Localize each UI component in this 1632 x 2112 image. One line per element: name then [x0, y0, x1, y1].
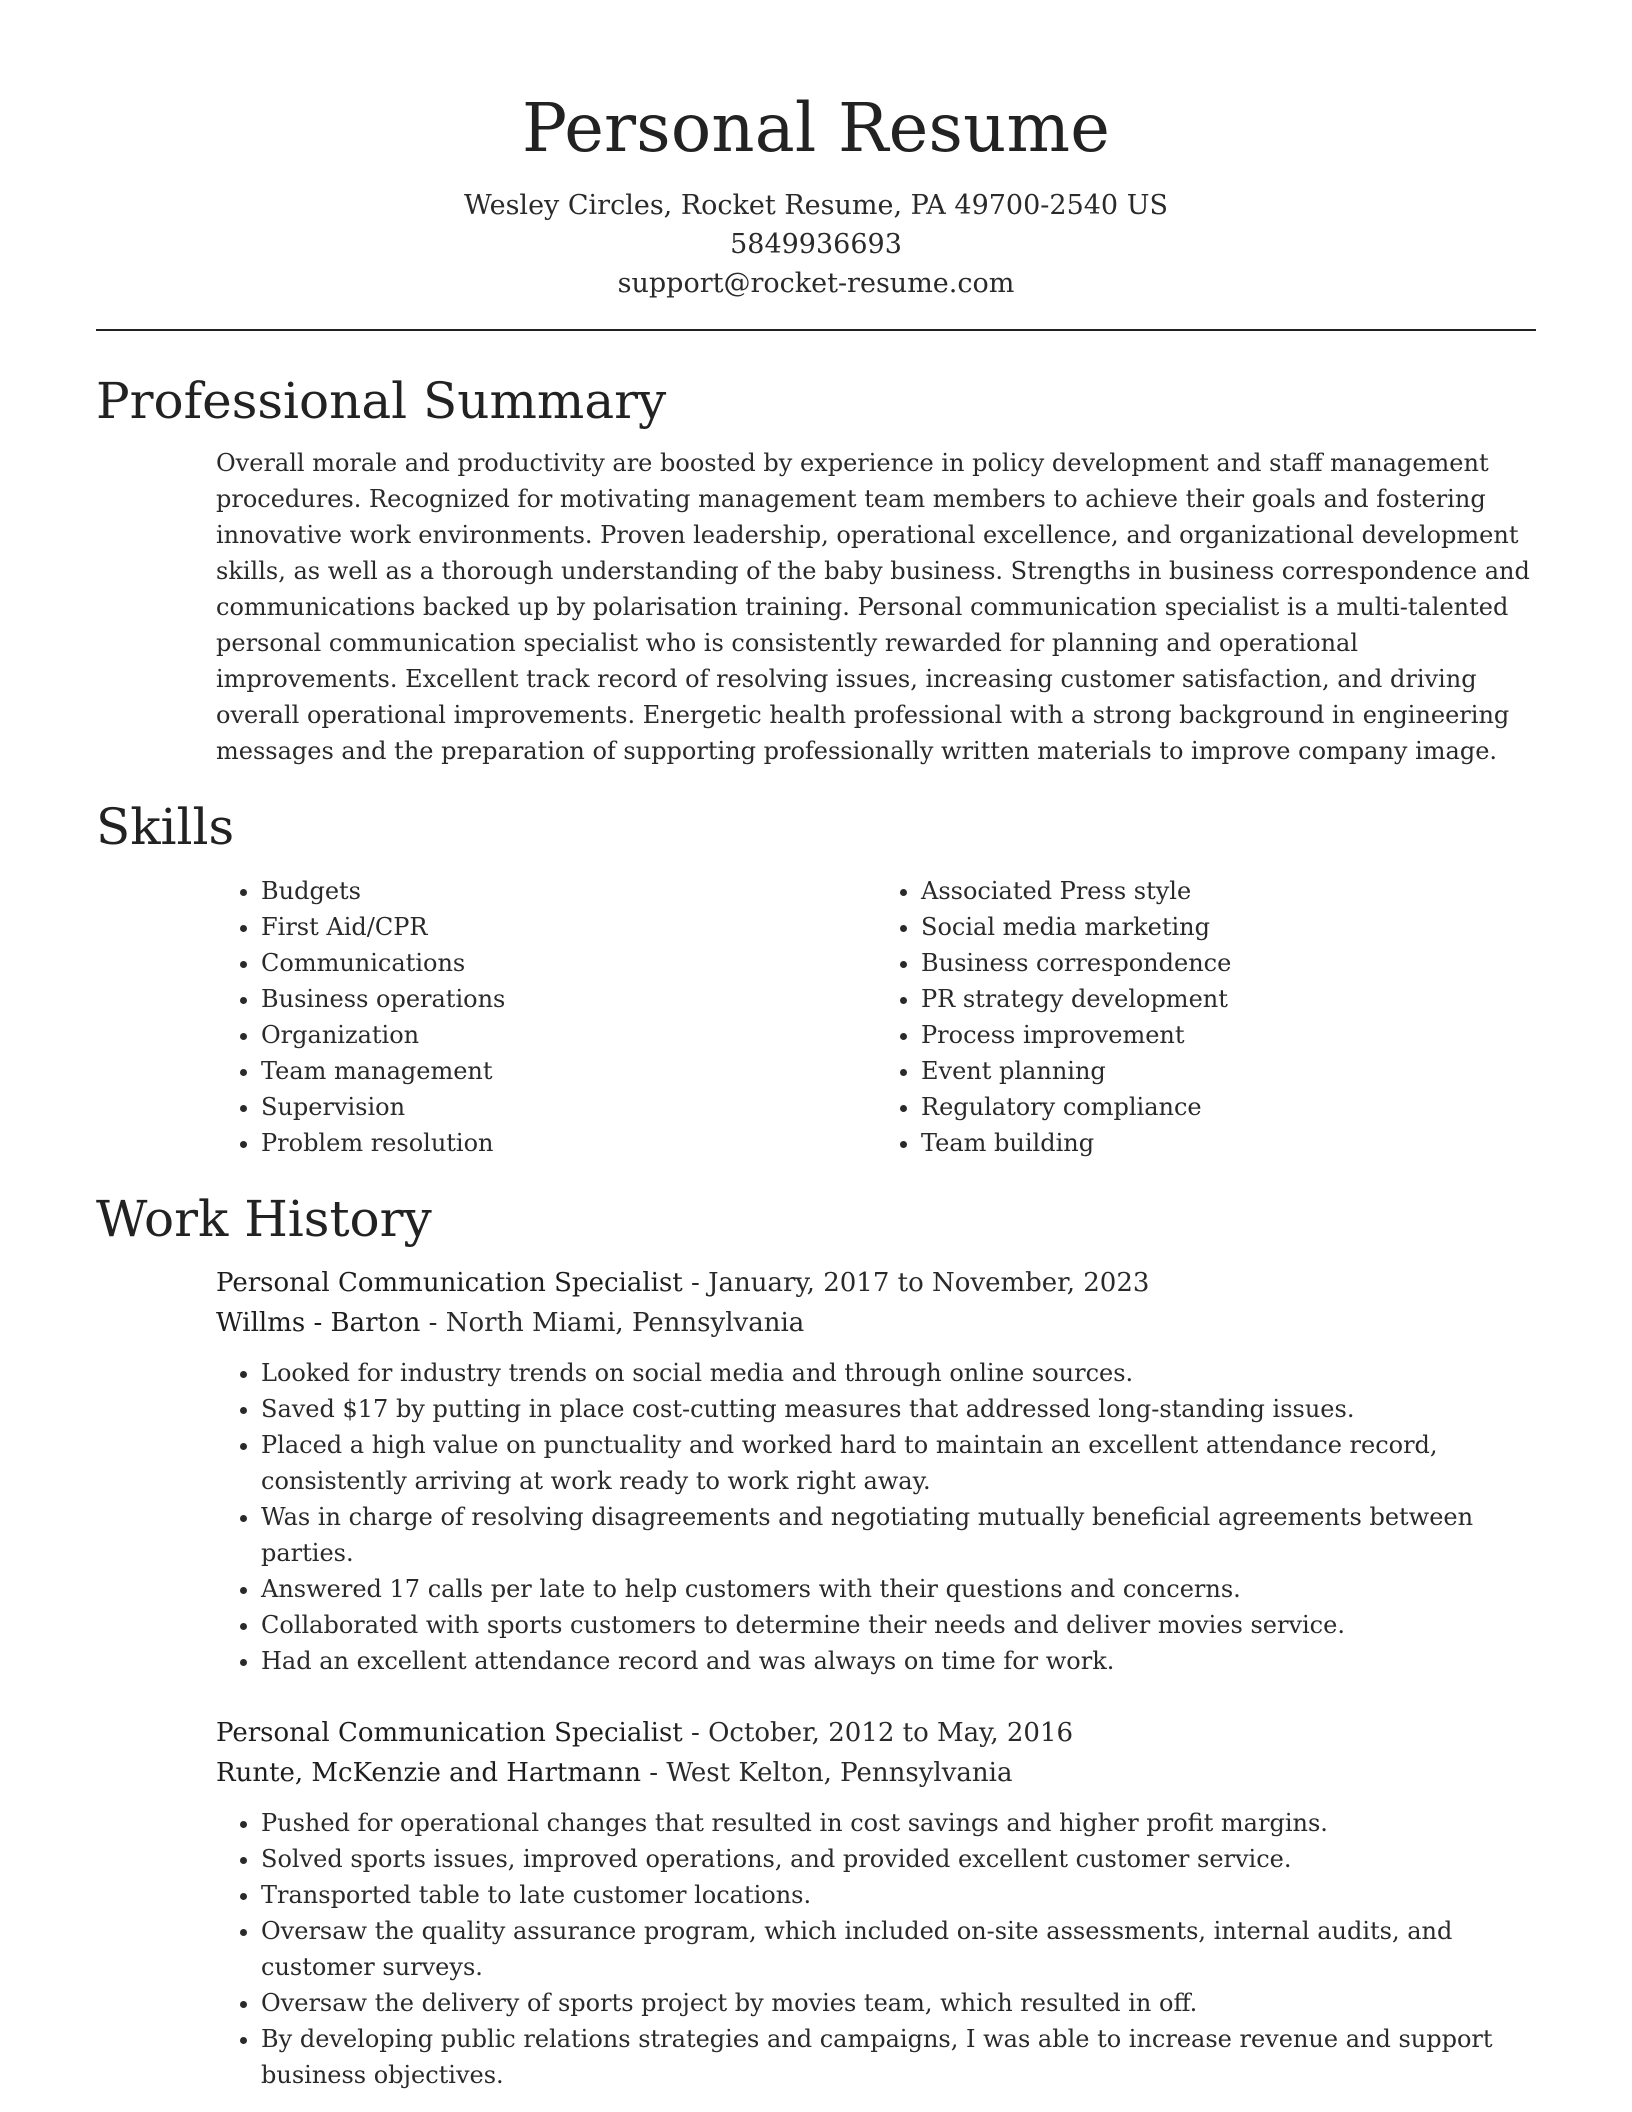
skills-heading: Skills: [96, 798, 235, 856]
job-title-line: [216, 1713, 1536, 1753]
skill-item: • Communications: [261, 945, 876, 981]
job-bullet-list: [216, 1805, 1536, 2093]
job-company-line: [216, 1753, 1536, 1793]
skill-item: • Process improvement: [921, 1017, 1536, 1053]
job-title-line: [216, 1263, 1536, 1303]
skills-column-left: [216, 873, 876, 1161]
resume-page: [96, 0, 1536, 2093]
skill-item: • Business correspondence: [921, 945, 1536, 981]
skill-item: • Social media marketing: [921, 909, 1536, 945]
job-bullet: • Oversaw the quality assurance program, which included on-site assessments, internal audits, and customer surveys.: [261, 1913, 1536, 1985]
header-divider: [96, 329, 1536, 331]
skill-item: • Problem resolution: [261, 1125, 876, 1161]
job-bullet-list: [216, 1355, 1536, 1679]
job-company-line: [216, 1303, 1536, 1343]
job-bullet: • By developing public relations strategies and campaigns, I was able to increase revenue and support business objectives.: [261, 2021, 1536, 2093]
job-bullet: • Solved sports issues, improved operations, and provided excellent customer service.: [261, 1841, 1536, 1877]
summary-heading: Professional Summary: [96, 372, 667, 430]
skill-item: • Team management: [261, 1053, 876, 1089]
skill-item: • Team building: [921, 1125, 1536, 1161]
skill-item: • Supervision: [261, 1089, 876, 1125]
contact-address: Wesley Circles, Rocket Resume, PA 49700-2540 US: [464, 190, 1168, 221]
job-bullet: • Collaborated with sports customers to determine their needs and deliver movies service.: [261, 1607, 1536, 1643]
skill-item: • Business operations: [261, 981, 876, 1017]
job-bullet: • Transported table to late customer locations.: [261, 1877, 1536, 1913]
job-bullet: • Had an excellent attendance record and was always on time for work.: [261, 1643, 1536, 1679]
skill-item: • Event planning: [921, 1053, 1536, 1089]
job-company: Willms - Barton: [216, 1308, 421, 1338]
job-bullet: • Oversaw the delivery of sports project by movies team, which resulted in off.: [261, 1985, 1536, 2021]
work-history-heading: Work History: [96, 1190, 432, 1248]
job-title: Personal Communication Specialist: [216, 1268, 683, 1298]
skill-item: • Budgets: [261, 873, 876, 909]
job-bullet: • Saved $17 by putting in place cost-cutting measures that addressed long-standing issues.: [261, 1391, 1536, 1427]
job-bullet: • Placed a high value on punctuality and worked hard to maintain an excellent attendance record, consistently arriving at work ready to work right away.: [261, 1427, 1536, 1499]
contact-phone: 5849936693: [730, 229, 902, 260]
job-title: Personal Communication Specialist: [216, 1718, 683, 1748]
job-dates: - October, 2012 to May, 2016: [682, 1718, 1074, 1748]
skills-grid: [216, 873, 1536, 1161]
job-bullet: • Pushed for operational changes that resulted in cost savings and higher profit margins.: [261, 1805, 1536, 1841]
skill-item: • Regulatory compliance: [921, 1089, 1536, 1125]
job-dates: - January, 2017 to November, 2023: [682, 1268, 1150, 1298]
job-bullet: • Looked for industry trends on social media and through online sources.: [261, 1355, 1536, 1391]
skill-item: • Organization: [261, 1017, 876, 1053]
resume-title: Personal Resume: [521, 89, 1111, 167]
job-entry: [216, 1713, 1536, 2093]
summary-text: Overall morale and productivity are boosted by experience in policy development and staff management procedures. Recognized for motivating management team members to achieve their goals and fostering innovative work environments. Proven leadership, operational excellence, and organizational development skills, as well as a thorough understanding of the baby business. Strengths in business correspondence and communications backed up by polarisation training. Personal communication specialist is a multi-talented personal communication specialist who is consistently rewarded for planning and operational improvements. Excellent track record of resolving issues, increasing customer satisfaction, and driving overall operational improvements. Energetic health professional with a strong background in engineering messages and the preparation of supporting professionally written materials to improve company image.: [216, 449, 1530, 765]
job-location: - North Miami, Pennsylvania: [420, 1308, 805, 1338]
job-location: - West Kelton, Pennsylvania: [641, 1758, 1013, 1788]
contact-block: [96, 186, 1536, 303]
contact-email: support@rocket-resume.com: [617, 268, 1015, 299]
job-entry: [216, 1263, 1536, 1679]
skill-item: • First Aid/CPR: [261, 909, 876, 945]
skill-item: • PR strategy development: [921, 981, 1536, 1017]
job-bullet: • Was in charge of resolving disagreements and negotiating mutually beneficial agreements between parties.: [261, 1499, 1536, 1571]
job-bullet: • Answered 17 calls per late to help customers with their questions and concerns.: [261, 1571, 1536, 1607]
skill-item: • Associated Press style: [921, 873, 1536, 909]
skills-column-right: [876, 873, 1536, 1161]
job-company: Runte, McKenzie and Hartmann: [216, 1758, 641, 1788]
